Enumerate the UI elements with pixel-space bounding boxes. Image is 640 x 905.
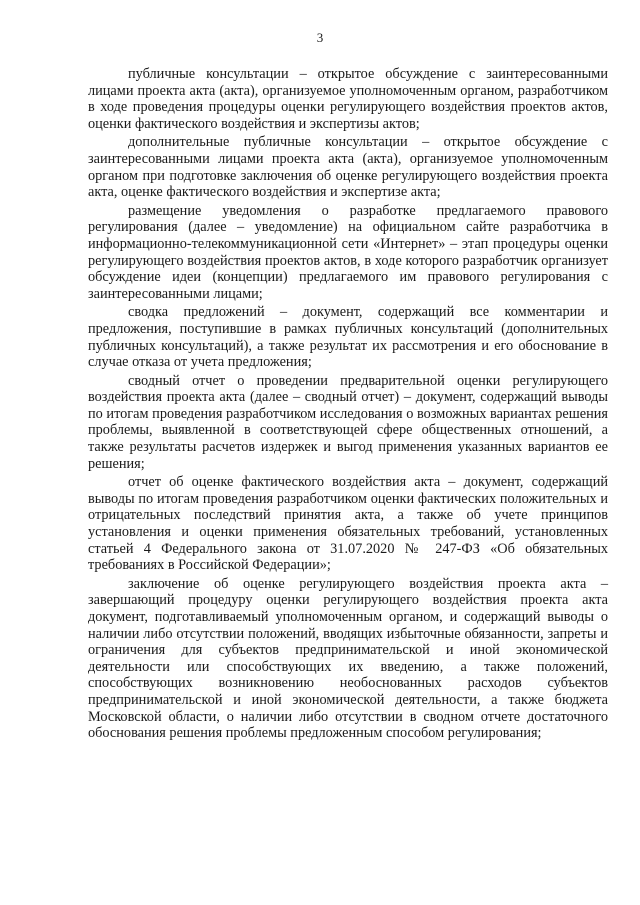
page-number: 3 [316, 30, 324, 45]
paragraph-conclusion: заключение об оценке регулирующего воздействия проекта акта – завершающий процедуру оценки регулирующего воздействия проекта акта документ, подготавливаемый уполномоченным органом, и содержащий выводы о наличии либо отсутствии положений, вводящих избыточные обязанности, запреты и ограничения для субъектов предпринимательской и иной экономической деятельности или способствующих их введению, а также положений, способствующих возникновению необоснованных расходов субъектов предпринимательской и иной экономической деятельности, а также бюджета Московской области, о наличии либо отсутствии в сводном отчете достаточного обоснования решения проблемы предложенным способом регулирования; [88, 575, 608, 742]
paragraph-actual-impact-report: отчет об оценке фактического воздействия акта – документ, содержащий выводы по итогам проведения разработчиком оценки фактических положительных и отрицательных последствий принятия акта, а также об учете принципов установления и оценки применения обязательных требований, установленных статьей 4 Федерального закона от 31.07.2020 № 247-ФЗ «Об обязательных требованиях в Российской Федерации»; [88, 474, 608, 574]
paragraph-summary-of-proposals: сводка предложений – документ, содержащий все комментарии и предложения, поступившие в рамках публичных консультаций (дополнительных публичных консультаций), а также результат их рассмотрения и его обоснование в случае отказа от учета предложения; [88, 304, 608, 371]
paragraph-public-consultations: публичные консультации – открытое обсуждение с заинтересованными лицами проекта акта (акта), организуемое уполномоченным органом, разработчиком в ходе проведения процедуры оценки регулирующего воздействия проектов актов, оценки фактического воздействия и экспертизы актов; [88, 66, 608, 132]
document-body [88, 66, 608, 744]
paragraph-summary-report: сводный отчет о проведении предварительной оценки регулирующего воздействия проекта акта (далее – сводный отчет) – документ, содержащий выводы по итогам проведения разработчиком исследования о возможных вариантах решения проблемы, выявленной в соответствующей сфере общественных отношений, а также результаты расчетов издержек и выгод применения указанных вариантов ее решения; [88, 372, 608, 472]
paragraph-additional-consultations: дополнительные публичные консультации – открытое обсуждение с заинтересованными лицами проекта акта (акта), организуемое уполномоченным органом при подготовке заключения об оценке регулирующего воздействия проекта акта, оценке фактического воздействия и экспертизе акта; [88, 134, 608, 201]
paragraph-notification-posting: размещение уведомления о разработке предлагаемого правового регулирования (далее – уведомление) на официальном сайте разработчика в информационно-телекоммуникационной сети «Интернет» – этап процедуры оценки регулирующего воздействия проектов актов, в ходе которого разработчик организует обсуждение идеи (концепции) предлагаемого им правового регулирования с заинтересованными лицами; [88, 202, 608, 302]
